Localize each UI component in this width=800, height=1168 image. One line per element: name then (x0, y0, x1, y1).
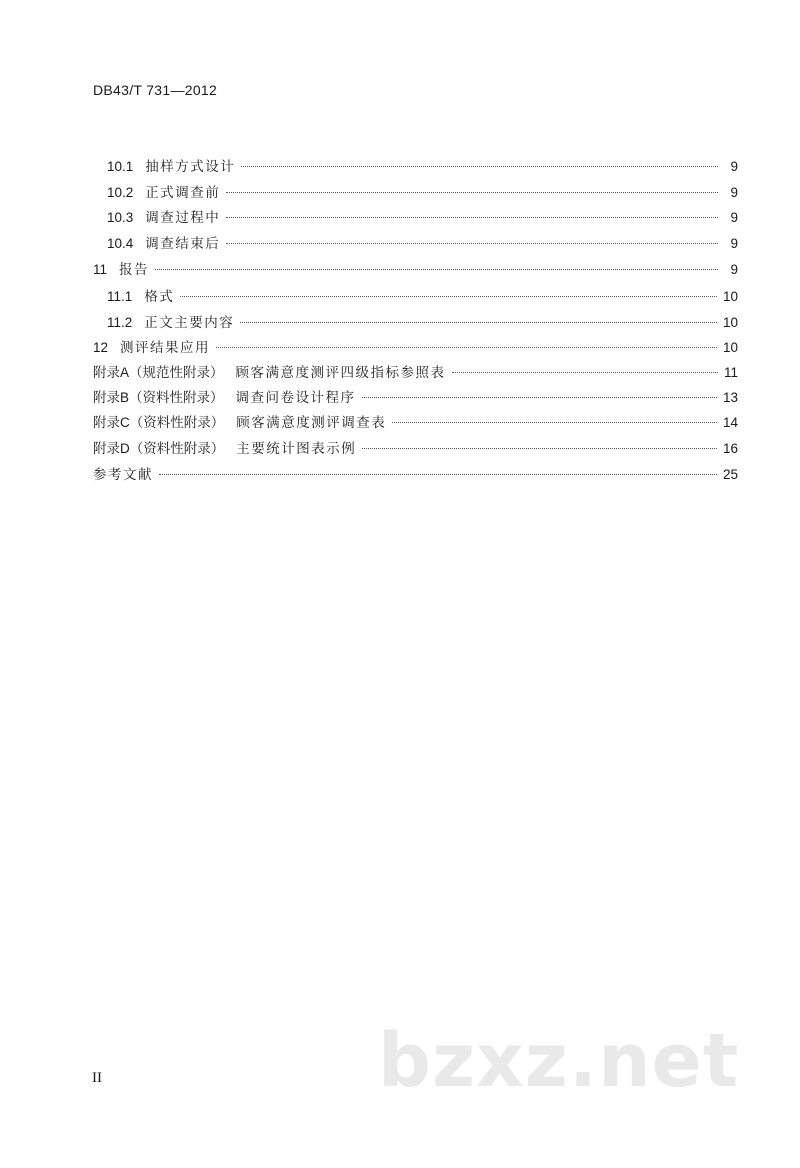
toc-entry-title: 正式调查前 (145, 185, 221, 201)
toc-entry-page: 16 (722, 441, 738, 456)
toc-entry[interactable] (107, 311, 738, 333)
toc-entry-page: 14 (722, 415, 738, 430)
toc-leader-dots (180, 296, 717, 297)
toc-entry-page: 10 (722, 315, 738, 330)
toc-entry-page: 11 (723, 365, 738, 380)
toc-entry[interactable] (93, 361, 738, 383)
toc-entry-number: 12 (93, 340, 109, 355)
toc-entry[interactable] (93, 411, 738, 433)
toc-entry-number: 附录C（资料性附录） (93, 415, 225, 430)
toc-entry-title: 测评结果应用 (120, 340, 211, 356)
document-code: DB43/T 731—2012 (93, 82, 218, 98)
toc-entry-title: 主要统计图表示例 (236, 441, 357, 457)
toc-leader-dots (362, 448, 717, 449)
toc-entry-page: 9 (730, 262, 738, 277)
toc-entry-page: 10 (722, 289, 738, 304)
toc-entry-page: 25 (722, 467, 738, 482)
toc-entry-page: 9 (730, 236, 738, 251)
toc-leader-dots (226, 217, 718, 218)
toc-entry[interactable] (93, 463, 738, 485)
toc-entry[interactable] (107, 206, 738, 228)
toc-entry-number: 10.3 (107, 210, 134, 225)
toc-leader-dots (155, 269, 718, 270)
toc-entry[interactable] (93, 336, 738, 358)
toc-entry-number: 11.1 (107, 289, 133, 304)
toc-leader-dots (240, 322, 717, 323)
toc-entry-title: 格式 (144, 289, 175, 305)
toc-entry-number: 附录B（资料性附录） (93, 390, 224, 405)
toc-leader-dots (216, 347, 717, 348)
toc-entry[interactable] (107, 285, 738, 307)
toc-entry[interactable] (107, 155, 738, 177)
toc-entry-title: 调查结束后 (145, 236, 221, 252)
toc-entry-title: 参考文献 (93, 467, 153, 483)
toc-entry-title: 正文主要内容 (144, 315, 235, 331)
watermark: bzxz.net (378, 1018, 740, 1104)
toc-entry-page: 13 (722, 390, 738, 405)
toc-entry-number: 附录A（规范性附录） (93, 365, 224, 380)
toc-entry-title: 调查过程中 (145, 210, 221, 226)
toc-leader-dots (159, 474, 717, 475)
toc-entry-number: 10.1 (107, 159, 134, 174)
toc-entry-number: 附录D（资料性附录） (93, 441, 225, 456)
toc-entry-page: 9 (730, 159, 738, 174)
toc-entry-page: 9 (730, 185, 738, 200)
toc-entry[interactable] (107, 181, 738, 203)
toc-leader-dots (362, 397, 717, 398)
toc-entry-title: 报告 (119, 262, 150, 278)
toc-entry-number: 10.2 (107, 185, 134, 200)
toc-entry-title: 顾客满意度测评四级指标参照表 (235, 365, 446, 381)
toc-entry-number: 10.4 (107, 236, 134, 251)
toc-entry-title: 抽样方式设计 (145, 159, 236, 175)
toc-leader-dots (226, 192, 718, 193)
toc-leader-dots (241, 166, 718, 167)
toc-entry-page: 10 (722, 340, 738, 355)
toc-entry-page: 9 (730, 210, 738, 225)
page-number: II (92, 1070, 102, 1086)
toc-leader-dots (226, 243, 718, 244)
toc-entry-title: 顾客满意度测评调查表 (236, 415, 387, 431)
toc-leader-dots (452, 372, 718, 373)
toc-entry[interactable] (93, 258, 738, 280)
toc-leader-dots (392, 422, 717, 423)
toc-entry[interactable] (93, 437, 738, 459)
toc-entry-number: 11.2 (107, 315, 133, 330)
toc-entry[interactable] (93, 386, 738, 408)
toc-entry-number: 11 (93, 262, 108, 277)
toc-entry[interactable] (107, 232, 738, 254)
toc-entry-title: 调查问卷设计程序 (235, 390, 356, 406)
